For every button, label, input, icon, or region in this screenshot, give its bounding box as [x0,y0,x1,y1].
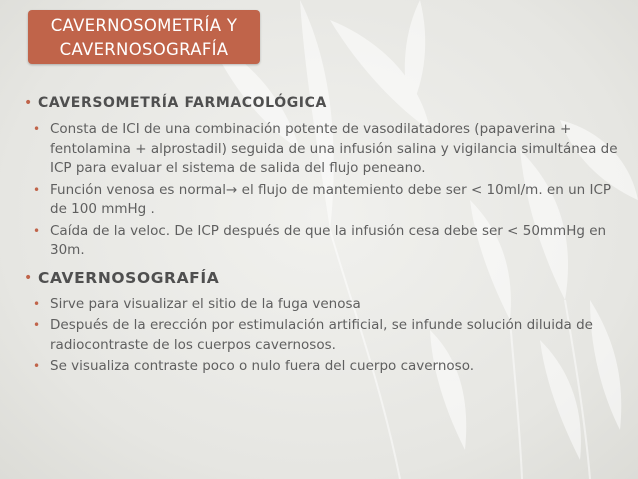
section-heading-text: CAVERSOMETRÍA FARMACOLÓGICA [38,95,327,111]
title-line-1: CAVERNOSOMETRÍA Y [50,16,238,35]
title-line-2: CAVERNOSOGRAFÍA [59,40,229,59]
section-heading-cavernosometria [24,92,624,114]
bullet-icon: • [33,122,41,136]
list-item-text: Se visualiza contraste poco o nulo fuera del cuerpo cavernoso. [50,358,475,374]
bullet-icon: • [33,296,41,311]
bullet-icon: • [33,223,41,238]
slide-body [24,92,624,377]
list-item-text: Consta de ICI de una combinación potente de vasodilatadores (papaverina + fentolamina + alprostadil) seguida de una infusión salina y vigilancia simultánea de ICP para evaluar el sistema de salida del flujo peneano. [50,121,618,176]
section-heading-cavernosografia [24,267,624,289]
list-item [24,295,624,315]
slide-title [28,10,260,64]
list-item [24,181,624,220]
list-item-text: Caída de la veloc. De ICP después de que la infusión cesa debe ser < 50mmHg en 30m. [50,222,607,258]
bullet-icon: • [33,359,41,373]
list-item-text: Después de la erección por estimulación artificial, se infunde solución diluida de radiocontraste de los cuerpos cavernosos. [50,317,593,353]
bullet-icon: • [24,269,33,286]
bullet-icon: • [24,95,33,111]
list-item-text: Sirve para visualizar el sitio de la fuga venosa [50,295,361,312]
list-item [24,357,624,377]
list-item [24,222,624,261]
list-item [24,120,624,179]
bullet-icon: • [33,318,41,332]
bullet-icon: • [33,182,41,197]
list-item [24,316,624,355]
section-heading-text: CAVERNOSOGRAFÍA [38,268,220,287]
list-item-text: Función venosa es normal→ el flujo de mantemiento debe ser < 10ml/m. en un ICP de 100 mmHg . [50,181,612,217]
